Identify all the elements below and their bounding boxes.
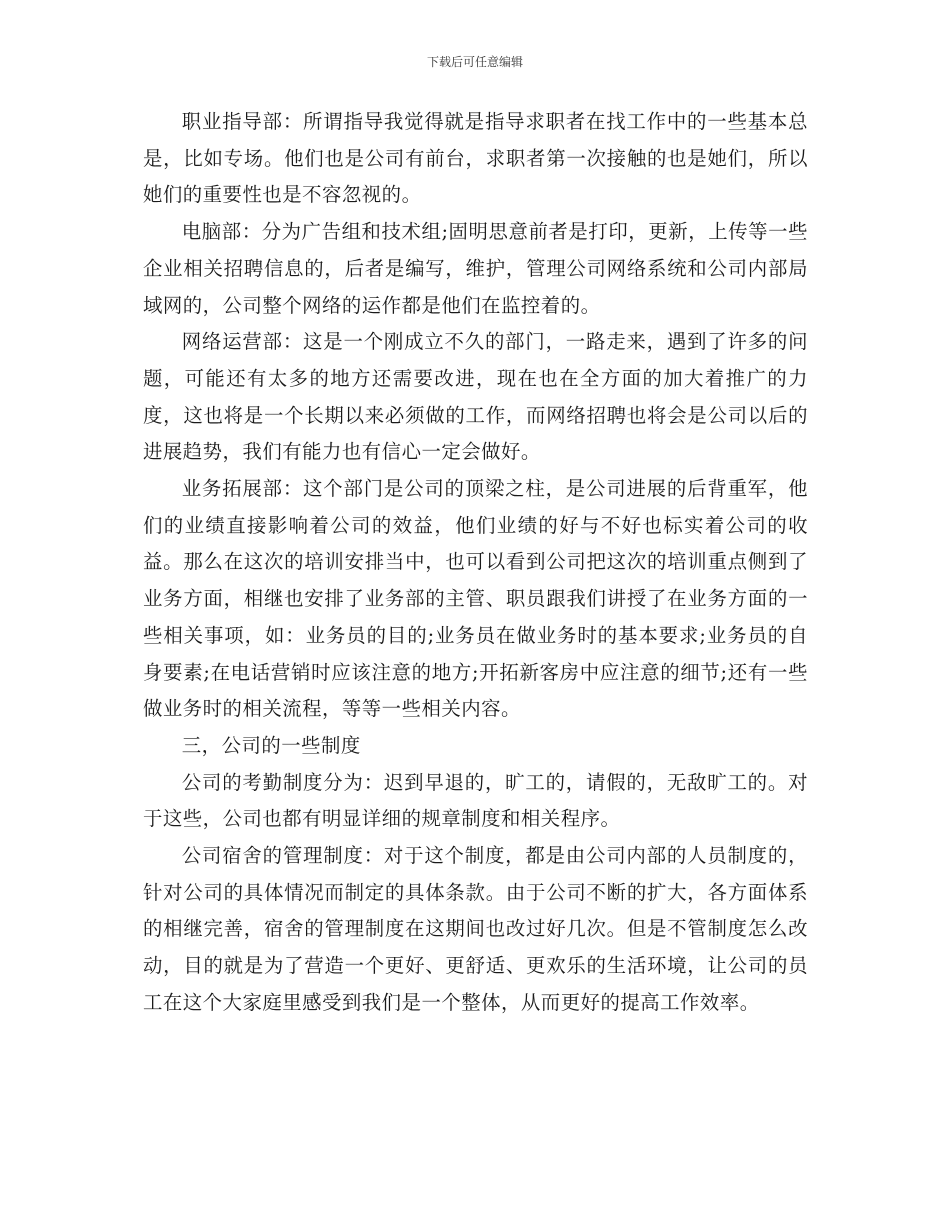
paragraph-business-development: 业务拓展部：这个部门是公司的顶梁之柱，是公司进展的后背重军，他们的业绩直接影响着公司的效益，他们业绩的好与不好也标实着公司的收益。那么在这次的培训安排当中，也可以看到公司把这次的培训重点侧到了业务方面，相继也安排了业务部的主管、职员跟我们讲授了在业务方面的一些相关事项，如：业务员的目的;业务员在做业务时的基本要求;业务员的自身要素;在电话营销时应该注意的地方;开拓新客房中应注意的细节;还有一些做业务时的相关流程，等等一些相关内容。 [143, 477, 808, 721]
paragraph-attendance-rules: 公司的考勤制度分为：迟到早退的，旷工的，请假的，无敌旷工的。对于这些，公司也都有明显详细的规章制度和相关程序。 [143, 770, 808, 831]
section-heading-company-rules: 三，公司的一些制度 [181, 733, 361, 757]
paragraph-network-operations: 网络运营部：这是一个刚成立不久的部门，一路走来，遇到了许多的问题，可能还有太多的地方还需要改进，现在也在全方面的加大着推广的力度，这也将是一个长期以来必须做的工作，而网络招聘也将会是公司以后的进展趋势，我们有能力也有信心一定会做好。 [143, 330, 808, 464]
document-body [143, 104, 808, 1022]
paragraph-dormitory-rules: 公司宿舍的管理制度：对于这个制度，都是由公司内部的人员制度的，针对公司的具体情况而制定的具体条款。由于公司不断的扩大，各方面体系的相继完善，宿舍的管理制度在这期间也改过好几次。但是不管制度怎么改动，目的就是为了营造一个更好、更舒适、更欢乐的生活环境，让公司的员工在这个大家庭里感受到我们是一个整体，从而更好的提高工作效率。 [143, 844, 808, 1014]
page-header: 下载后可任意编辑 [426, 55, 523, 69]
paragraph-computer-department: 电脑部：分为广告组和技术组;固明思意前者是打印，更新，上传等一些企业相关招聘信息的，后者是编写，维护，管理公司网络系统和公司内部局域网的，公司整个网络的运作都是他们在监控着的。 [143, 220, 808, 317]
paragraph-career-guidance: 职业指导部：所谓指导我觉得就是指导求职者在找工作中的一些基本总是，比如专场。他们也是公司有前台，求职者第一次接触的也是她们，所以她们的重要性也是不容忽视的。 [143, 110, 808, 207]
